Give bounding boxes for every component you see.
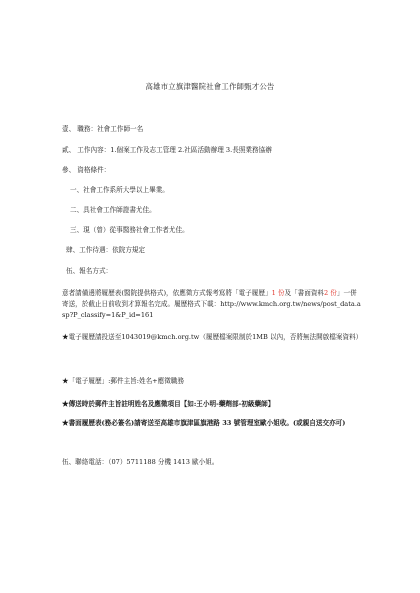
section-salary: 肆、工作待遇：依院方規定 — [66, 246, 146, 254]
section-job-content: 貳、 工作內容：1.個案工作及志工管理 2.社區活動辦理 3.長照業務協辦 — [62, 146, 272, 154]
application-text-1: 意者請備邊將履歷表(醫院提供格式)，依應徵方式報考寫將「電子履歷」 — [62, 289, 272, 297]
contact-phone: 伍、聯絡電話：（07）5711188 分機 1413 歐小姐。 — [62, 458, 219, 466]
application-text-2: 及「書面資料 — [284, 289, 325, 297]
note-subject-example: ★傳送時於郵件主旨註明姓名及應徵項目【如:王小明-藥劑部-初級藥師】 — [62, 400, 275, 408]
qualification-item-1: 一、社會工作系所大學以上畢業。 — [70, 186, 169, 194]
document-title: 高雄市立旗津醫院社會工作師甄才公告 — [145, 82, 275, 91]
qualification-item-3: 三、現（曾）從事醫務社會工作者尤佳。 — [70, 226, 189, 234]
note-email-submission: ★電子履歷請投送至1043019@kmch.org.tw（履歷檔案限制於1MB 以內，否將無法開啟檔案資料） — [62, 333, 363, 341]
application-instructions — [62, 288, 362, 321]
note-mailing-address: ★書面履歷表(務必簽名)請寄送至高雄市旗津區旗港路 33 號管理室歐小姐收。(或親自送交亦可) — [62, 419, 346, 427]
application-text-3: 」一併寄送，於截止日前收到才算報名完成。履歷格式下載：http://www.kmch.org.tw/news/post_data.asp?P_classify=1&P_id=161 — [62, 289, 361, 319]
qualification-item-2: 二、具社會工作師證書尤佳。 — [70, 206, 156, 214]
section-application: 伍、報名方式： — [66, 267, 113, 275]
section-position: 壹、 職務：社會工作師一名 — [62, 125, 144, 133]
electronic-copies-count: 1 份 — [271, 289, 285, 297]
paper-copies-count: 2 份 — [324, 289, 337, 297]
section-qualifications: 參、 資格條件： — [62, 166, 111, 174]
note-email-subject: ★「電子履歷」:郵件主旨:姓名+應徵職務 — [62, 377, 185, 385]
